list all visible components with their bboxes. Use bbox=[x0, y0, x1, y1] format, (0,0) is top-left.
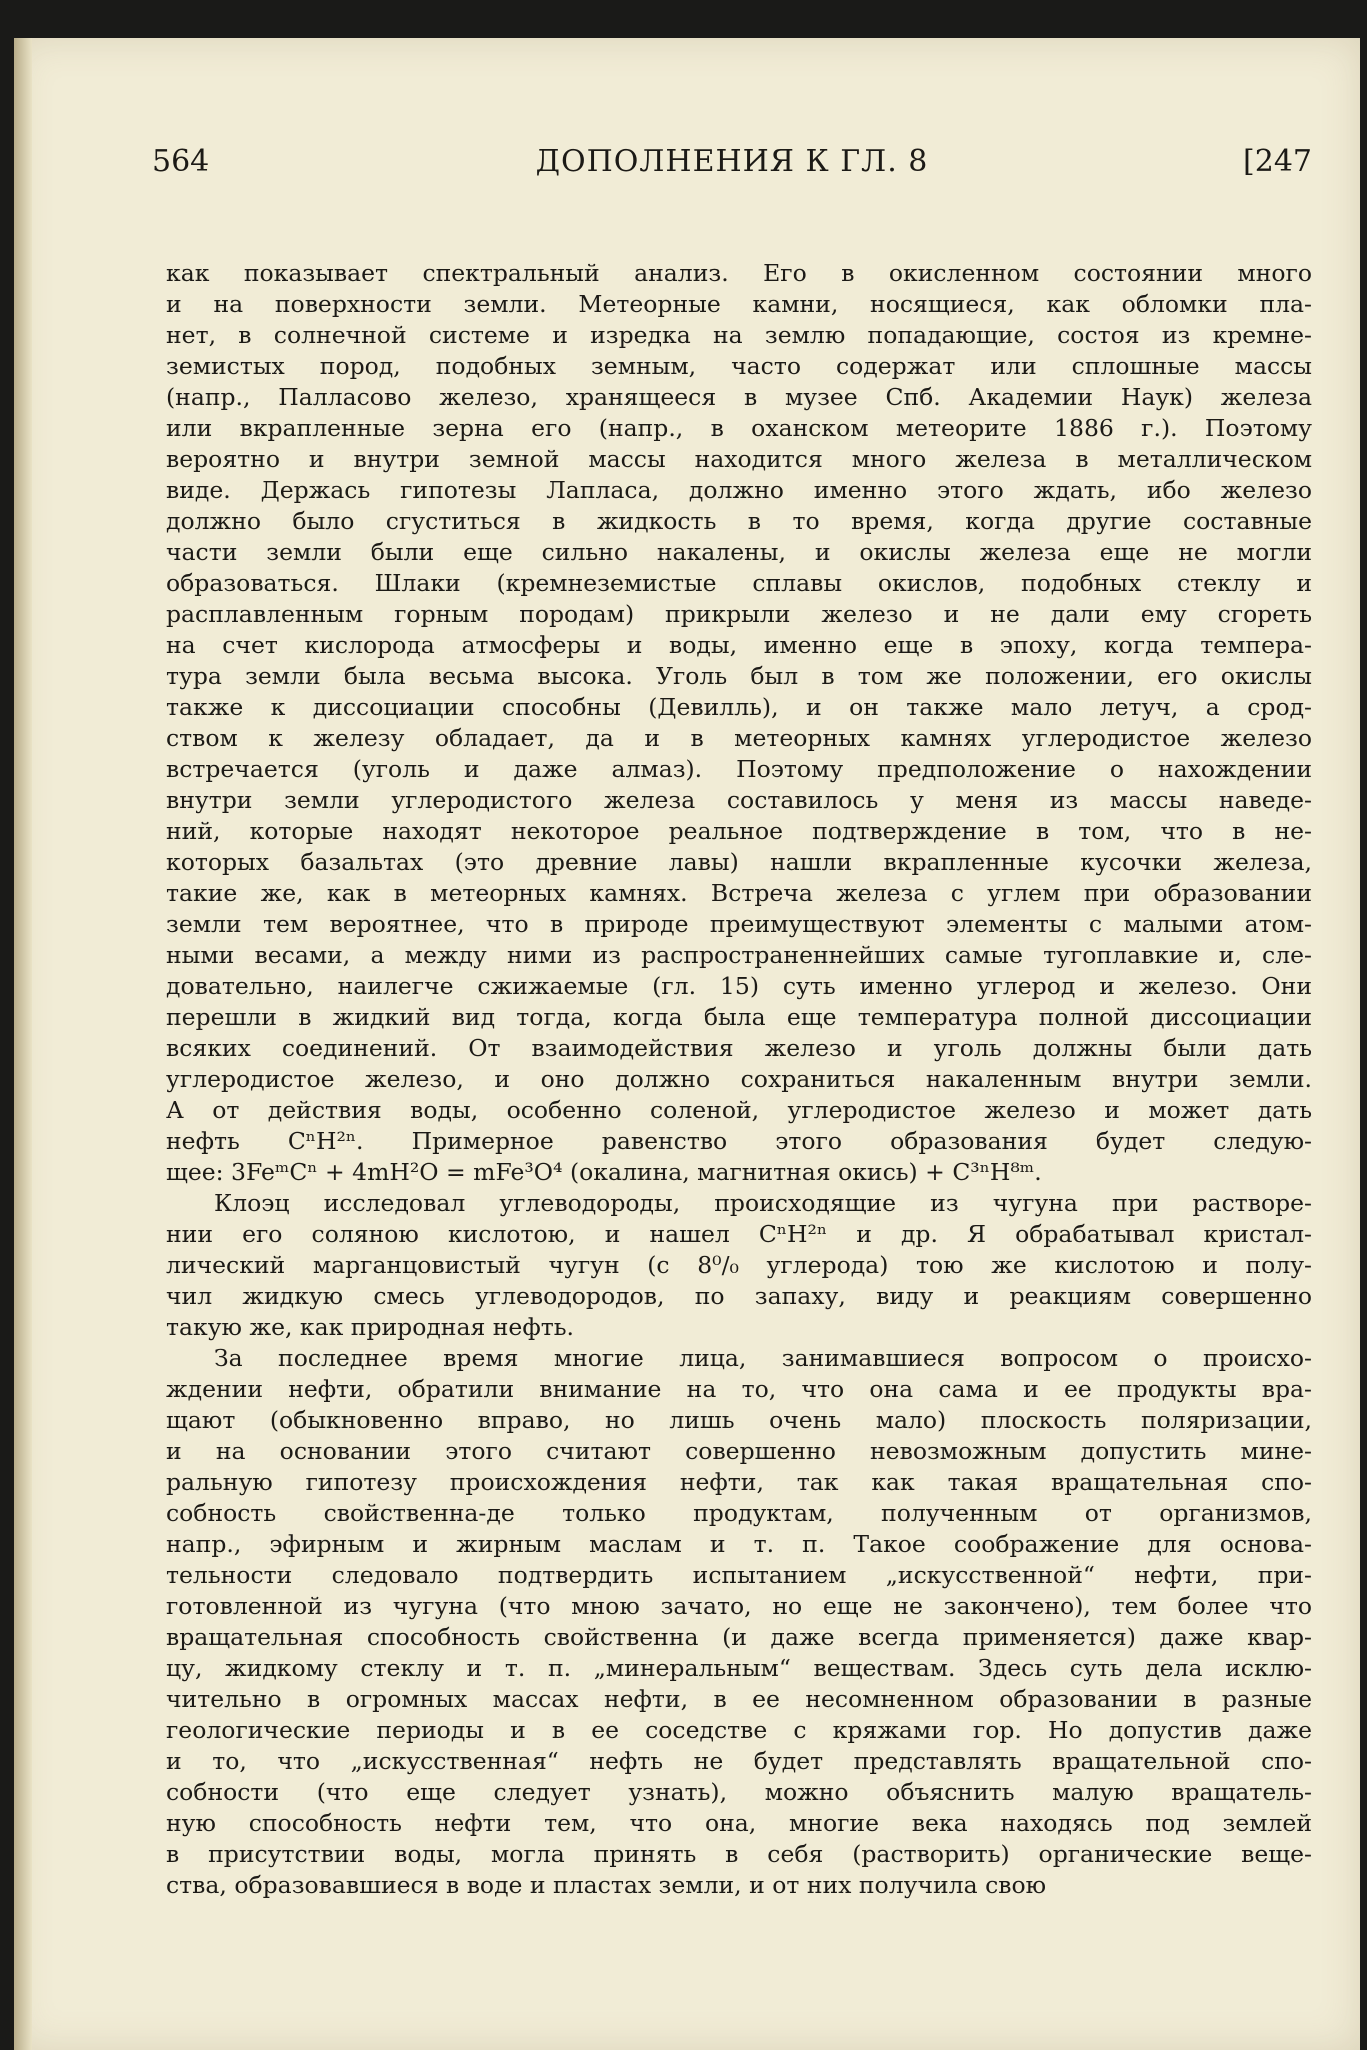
paragraph bbox=[166, 1343, 1312, 1901]
text-line: ждении нефти, обратили внимание на то, что она сама и ее продукты вра- bbox=[166, 1375, 1312, 1403]
text-line: ством к железу обладает, да и в метеорных камнях углеродистое железо bbox=[166, 724, 1312, 752]
paragraph bbox=[166, 258, 1312, 1188]
text-line: земли тем вероятнее, что в природе преимуществуют элементы с малыми атом- bbox=[166, 910, 1312, 938]
page-number: 564 bbox=[152, 144, 210, 179]
text-line: углеродистое железо, и оно должно сохраниться накаленным внутри земли. bbox=[166, 1065, 1312, 1093]
body-text bbox=[166, 258, 1312, 1901]
text-line: нефть CⁿH²ⁿ. Примерное равенство этого образования будет следую- bbox=[166, 1127, 1312, 1155]
text-line: цу, жидкому стеклу и т. п. „минеральным“ веществам. Здесь суть дела исклю- bbox=[166, 1654, 1312, 1682]
text-line: (напр., Палласово железо, хранящееся в музее Спб. Академии Наук) железа bbox=[166, 383, 1312, 411]
text-line: щают (обыкновенно вправо, но лишь очень мало) плоскость поляризации, bbox=[166, 1406, 1312, 1434]
text-line: которых базальтах (это древние лавы) нашли вкрапленные кусочки железа, bbox=[166, 848, 1312, 876]
text-line: вращательная способность свойственна (и даже всегда применяется) даже квар- bbox=[166, 1623, 1312, 1651]
text-line: и на основании этого считают совершенно невозможным допустить мине- bbox=[166, 1437, 1312, 1465]
text-line: как показывает спектральный анализ. Его в окисленном состоянии много bbox=[166, 259, 1312, 287]
text-line: части земли были еще сильно накалены, и окислы железа еще не могли bbox=[166, 538, 1312, 566]
text-line: довательно, наилегче сжижаемые (гл. 15) суть именно углерод и железо. Они bbox=[166, 972, 1312, 1000]
text-line: также к диссоциации способны (Девилль), и он также мало летуч, а срод- bbox=[166, 693, 1312, 721]
text-line: собности (что еще следует узнать), можно объяснить малую вращатель- bbox=[166, 1778, 1312, 1806]
text-line: За последнее время многие лица, занимавшиеся вопросом о происхо- bbox=[214, 1344, 1312, 1372]
text-line: внутри земли углеродистого железа составилось у меня из массы наведе- bbox=[166, 786, 1312, 814]
text-line: А от действия воды, особенно соленой, углеродистое железо и может дать bbox=[166, 1096, 1312, 1124]
text-line: чил жидкую смесь углеводородов, по запаху, виду и реакциям совершенно bbox=[166, 1282, 1312, 1310]
text-line: вероятно и внутри земной массы находится много железа в металлическом bbox=[166, 445, 1312, 473]
paragraph bbox=[166, 1188, 1312, 1343]
text-line: такую же, как природная нефть. bbox=[166, 1313, 575, 1341]
page-spine-shadow bbox=[14, 38, 32, 2050]
text-line: ными весами, а между ними из распространеннейших самые тугоплавкие и, сле- bbox=[166, 941, 1312, 969]
text-line: геологические периоды и в ее соседстве с кряжами гор. Но допустив даже bbox=[166, 1716, 1312, 1744]
text-line: на счет кислорода атмосферы и воды, именно еще в эпоху, когда темпера- bbox=[166, 631, 1312, 659]
text-line: тельности следовало подтвердить испытанием „искусственной“ нефти, при- bbox=[166, 1561, 1312, 1589]
text-line: и на поверхности земли. Метеорные камни, носящиеся, как обломки пла- bbox=[166, 290, 1312, 318]
page-header bbox=[152, 144, 1312, 204]
text-line: такие же, как в метеорных камнях. Встреча железа с углем при образовании bbox=[166, 879, 1312, 907]
text-line: щее: 3FeᵐCⁿ + 4mH²O = mFe³O⁴ (окалина, магнитная окись) + C³ⁿH⁸ᵐ. bbox=[166, 1158, 1042, 1186]
text-line: напр., эфирным и жирным маслам и т. п. Такое соображение для основа- bbox=[166, 1530, 1312, 1558]
text-line: нет, в солнечной системе и изредка на землю попадающие, состоя из кремне- bbox=[166, 321, 1312, 349]
text-line: виде. Держась гипотезы Лапласа, должно именно этого ждать, ибо железо bbox=[166, 476, 1312, 504]
text-line: всяких соединений. От взаимодействия железо и уголь должны были дать bbox=[166, 1034, 1312, 1062]
text-line: ральную гипотезу происхождения нефти, так как такая вращательная спо- bbox=[166, 1468, 1312, 1496]
text-line: нии его соляною кислотою, и нашел CⁿH²ⁿ и др. Я обрабатывал кристал- bbox=[166, 1220, 1312, 1248]
running-title: ДОПОЛНЕНИЯ К ГЛ. 8 bbox=[535, 144, 929, 179]
text-line: ний, которые находят некоторое реальное подтверждение в том, что в не- bbox=[166, 817, 1312, 845]
text-line: чительно в огромных массах нефти, в ее несомненном образовании в разные bbox=[166, 1685, 1312, 1713]
text-line: встречается (уголь и даже алмаз). Поэтому предположение о нахождении bbox=[166, 755, 1312, 783]
text-line: или вкрапленные зерна его (напр., в оханском метеорите 1886 г.). Поэтому bbox=[166, 414, 1312, 442]
text-line: собность свойственна-де только продуктам, полученным от организмов, bbox=[166, 1499, 1312, 1527]
text-line: расплавленным горным породам) прикрыли железо и не дали ему сгореть bbox=[166, 600, 1312, 628]
text-line: должно было сгуститься в жидкость в то время, когда другие составные bbox=[166, 507, 1312, 535]
book-page bbox=[14, 38, 1360, 2050]
text-line: в присутствии воды, могла принять в себя (растворить) органические веще- bbox=[166, 1840, 1312, 1868]
text-line: ную способность нефти тем, что она, многие века находясь под землей bbox=[166, 1809, 1312, 1837]
text-line: Клоэц исследовал углеводороды, происходящие из чугуна при растворе- bbox=[214, 1189, 1312, 1217]
text-line: земистых пород, подобных земным, часто содержат или сплошные массы bbox=[166, 352, 1312, 380]
text-line: лический марганцовистый чугун (с 8⁰/₀ углерода) тою же кислотою и полу- bbox=[166, 1251, 1312, 1279]
text-line: ства, образовавшиеся в воде и пластах земли, и от них получила свою bbox=[166, 1871, 1047, 1899]
text-line: перешли в жидкий вид тогда, когда была еще температура полной диссоциации bbox=[166, 1003, 1312, 1031]
text-line: тура земли была весьма высока. Уголь был в том же положении, его окислы bbox=[166, 662, 1312, 690]
text-line: и то, что „искусственная“ нефть не будет представлять вращательной спо- bbox=[166, 1747, 1312, 1775]
text-line: образоваться. Шлаки (кремнеземистые сплавы окислов, подобных стеклу и bbox=[166, 569, 1312, 597]
text-line: готовленной из чугуна (что мною зачато, но еще не закончено), тем более что bbox=[166, 1592, 1312, 1620]
section-mark: [247 bbox=[1243, 144, 1312, 179]
